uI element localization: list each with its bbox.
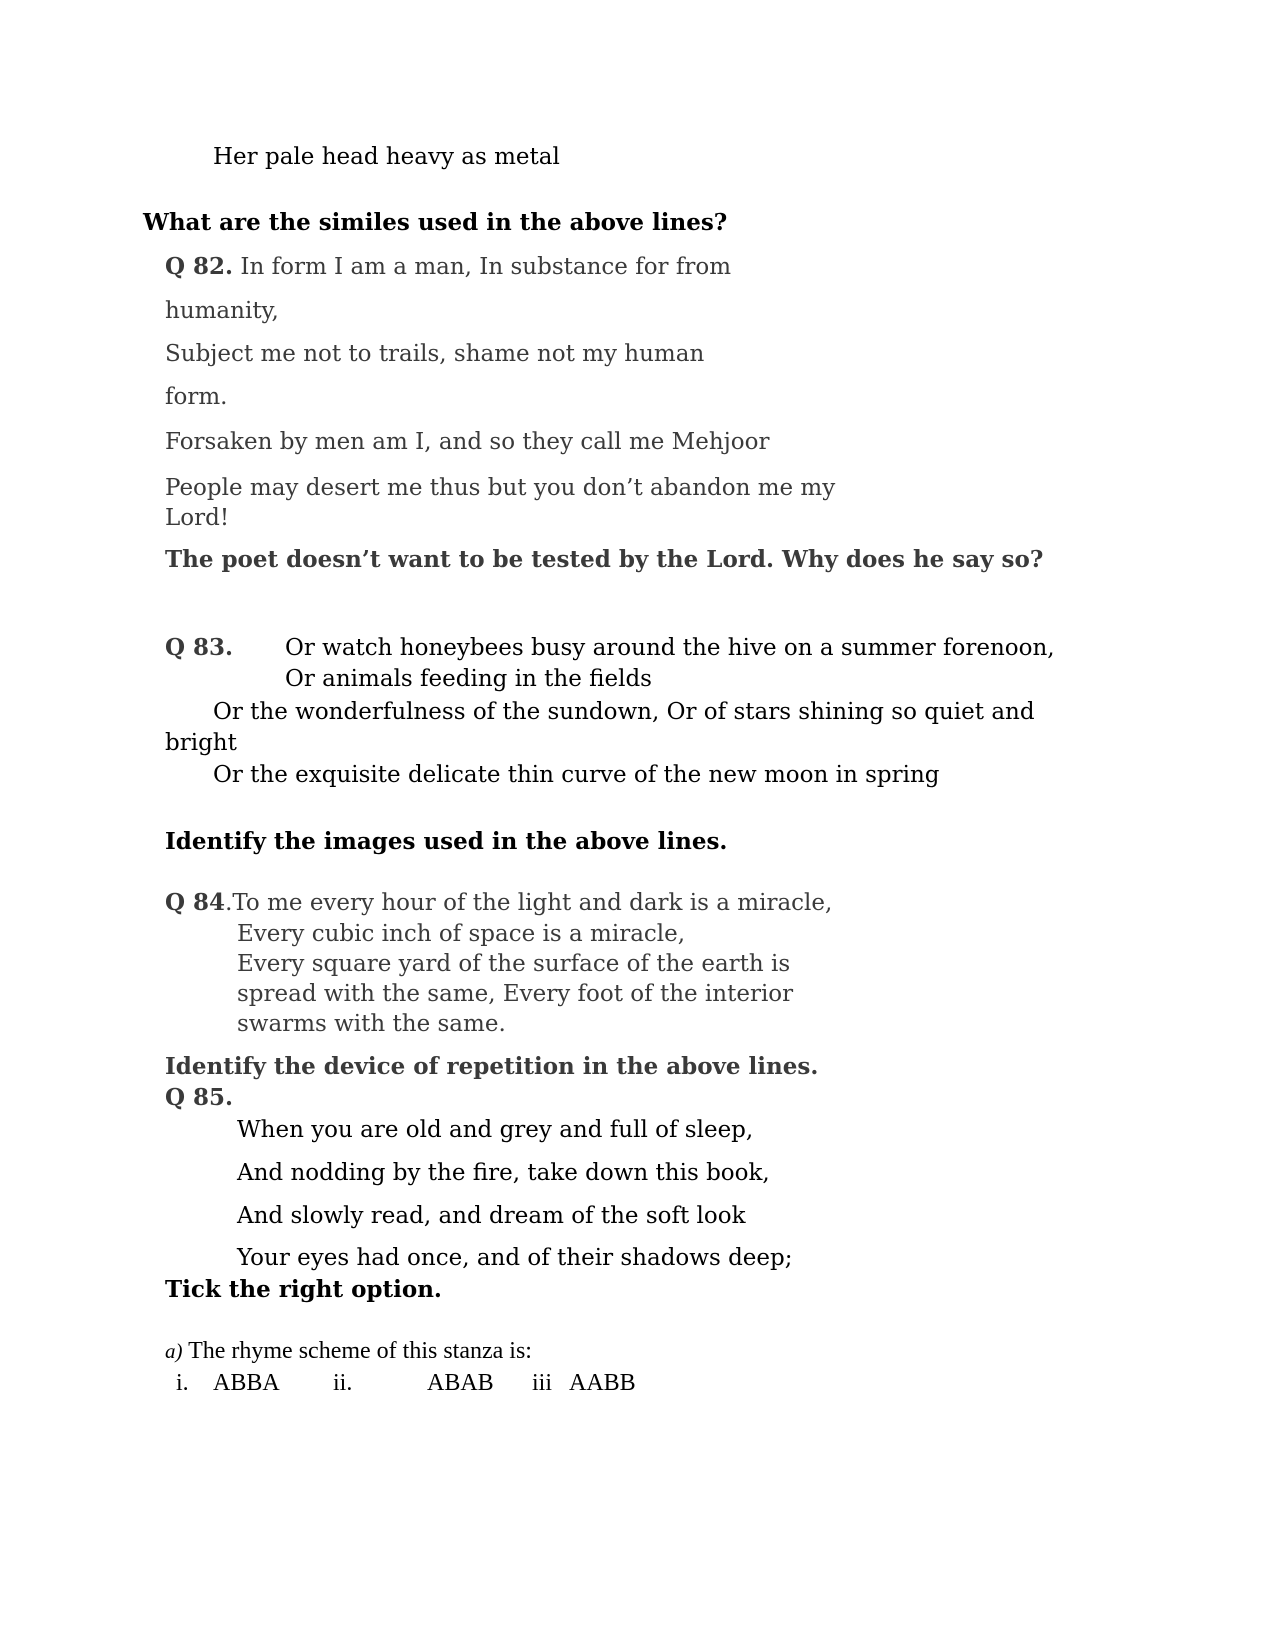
question-text: Identify the images used in the above lines. <box>165 828 728 855</box>
poem-line: spread with the same, Every foot of the interior <box>237 981 794 1007</box>
poem-line: Her pale head heavy as metal <box>213 144 560 170</box>
option-number: i. <box>176 1370 189 1396</box>
question-text: What are the similes used in the above lines? <box>143 209 728 236</box>
poem-line: form. <box>165 384 228 410</box>
poem-line: People may desert me thus but you don’t abandon me my <box>165 475 836 501</box>
question-text: Tick the right option. <box>165 1276 442 1303</box>
option-text: ABBA <box>213 1370 280 1396</box>
poem-line: Forsaken by men am I, and so they call me Mehjoor <box>165 429 770 455</box>
poem-line: When you are old and grey and full of sleep, <box>237 1117 754 1143</box>
question-block-q84 <box>165 889 832 917</box>
option-number: ii. <box>333 1370 353 1396</box>
question-label: Q 84 <box>165 889 226 916</box>
poem-line: Or watch honeybees busy around the hive on a summer forenoon, <box>285 635 1055 661</box>
poem-line: In form I am a man, In substance for from <box>240 254 732 280</box>
question-label: Q 82. <box>165 253 234 280</box>
poem-line: Or animals feeding in the fields <box>285 666 652 692</box>
poem-line: .To me every hour of the light and dark is a miracle, <box>225 890 833 916</box>
poem-line: Lord! <box>165 505 230 531</box>
poem-line: Every square yard of the surface of the earth is <box>237 951 791 977</box>
sub-question-text: The rhyme scheme of this stanza is: <box>188 1338 532 1364</box>
option-text: AABB <box>569 1370 636 1396</box>
option-text: ABAB <box>427 1370 494 1396</box>
poem-line: humanity, <box>165 298 279 324</box>
question-block-q82 <box>165 253 731 281</box>
sub-question-label: a) <box>165 1339 183 1363</box>
poem-line: And nodding by the fire, take down this book, <box>237 1160 770 1186</box>
poem-line: Every cubic inch of space is a miracle, <box>237 921 686 947</box>
question-label: Q 85. <box>165 1084 234 1111</box>
poem-line: Subject me not to trails, shame not my human <box>165 341 705 367</box>
option-number: iii <box>532 1370 553 1396</box>
poem-line: Or the exquisite delicate thin curve of the new moon in spring <box>213 762 940 788</box>
poem-line: And slowly read, and dream of the soft look <box>237 1203 746 1229</box>
poem-line: Or the wonderfulness of the sundown, Or of stars shining so quiet and <box>213 699 1035 725</box>
sub-question <box>165 1337 532 1365</box>
question-text: Identify the device of repetition in the above lines. <box>165 1053 819 1080</box>
poem-line: Your eyes had once, and of their shadows deep; <box>237 1245 793 1271</box>
poem-line: swarms with the same. <box>237 1011 506 1037</box>
poem-line: bright <box>165 730 237 756</box>
question-text: The poet doesn’t want to be tested by the Lord. Why does he say so? <box>165 546 1044 573</box>
question-label: Q 83. <box>165 634 234 661</box>
